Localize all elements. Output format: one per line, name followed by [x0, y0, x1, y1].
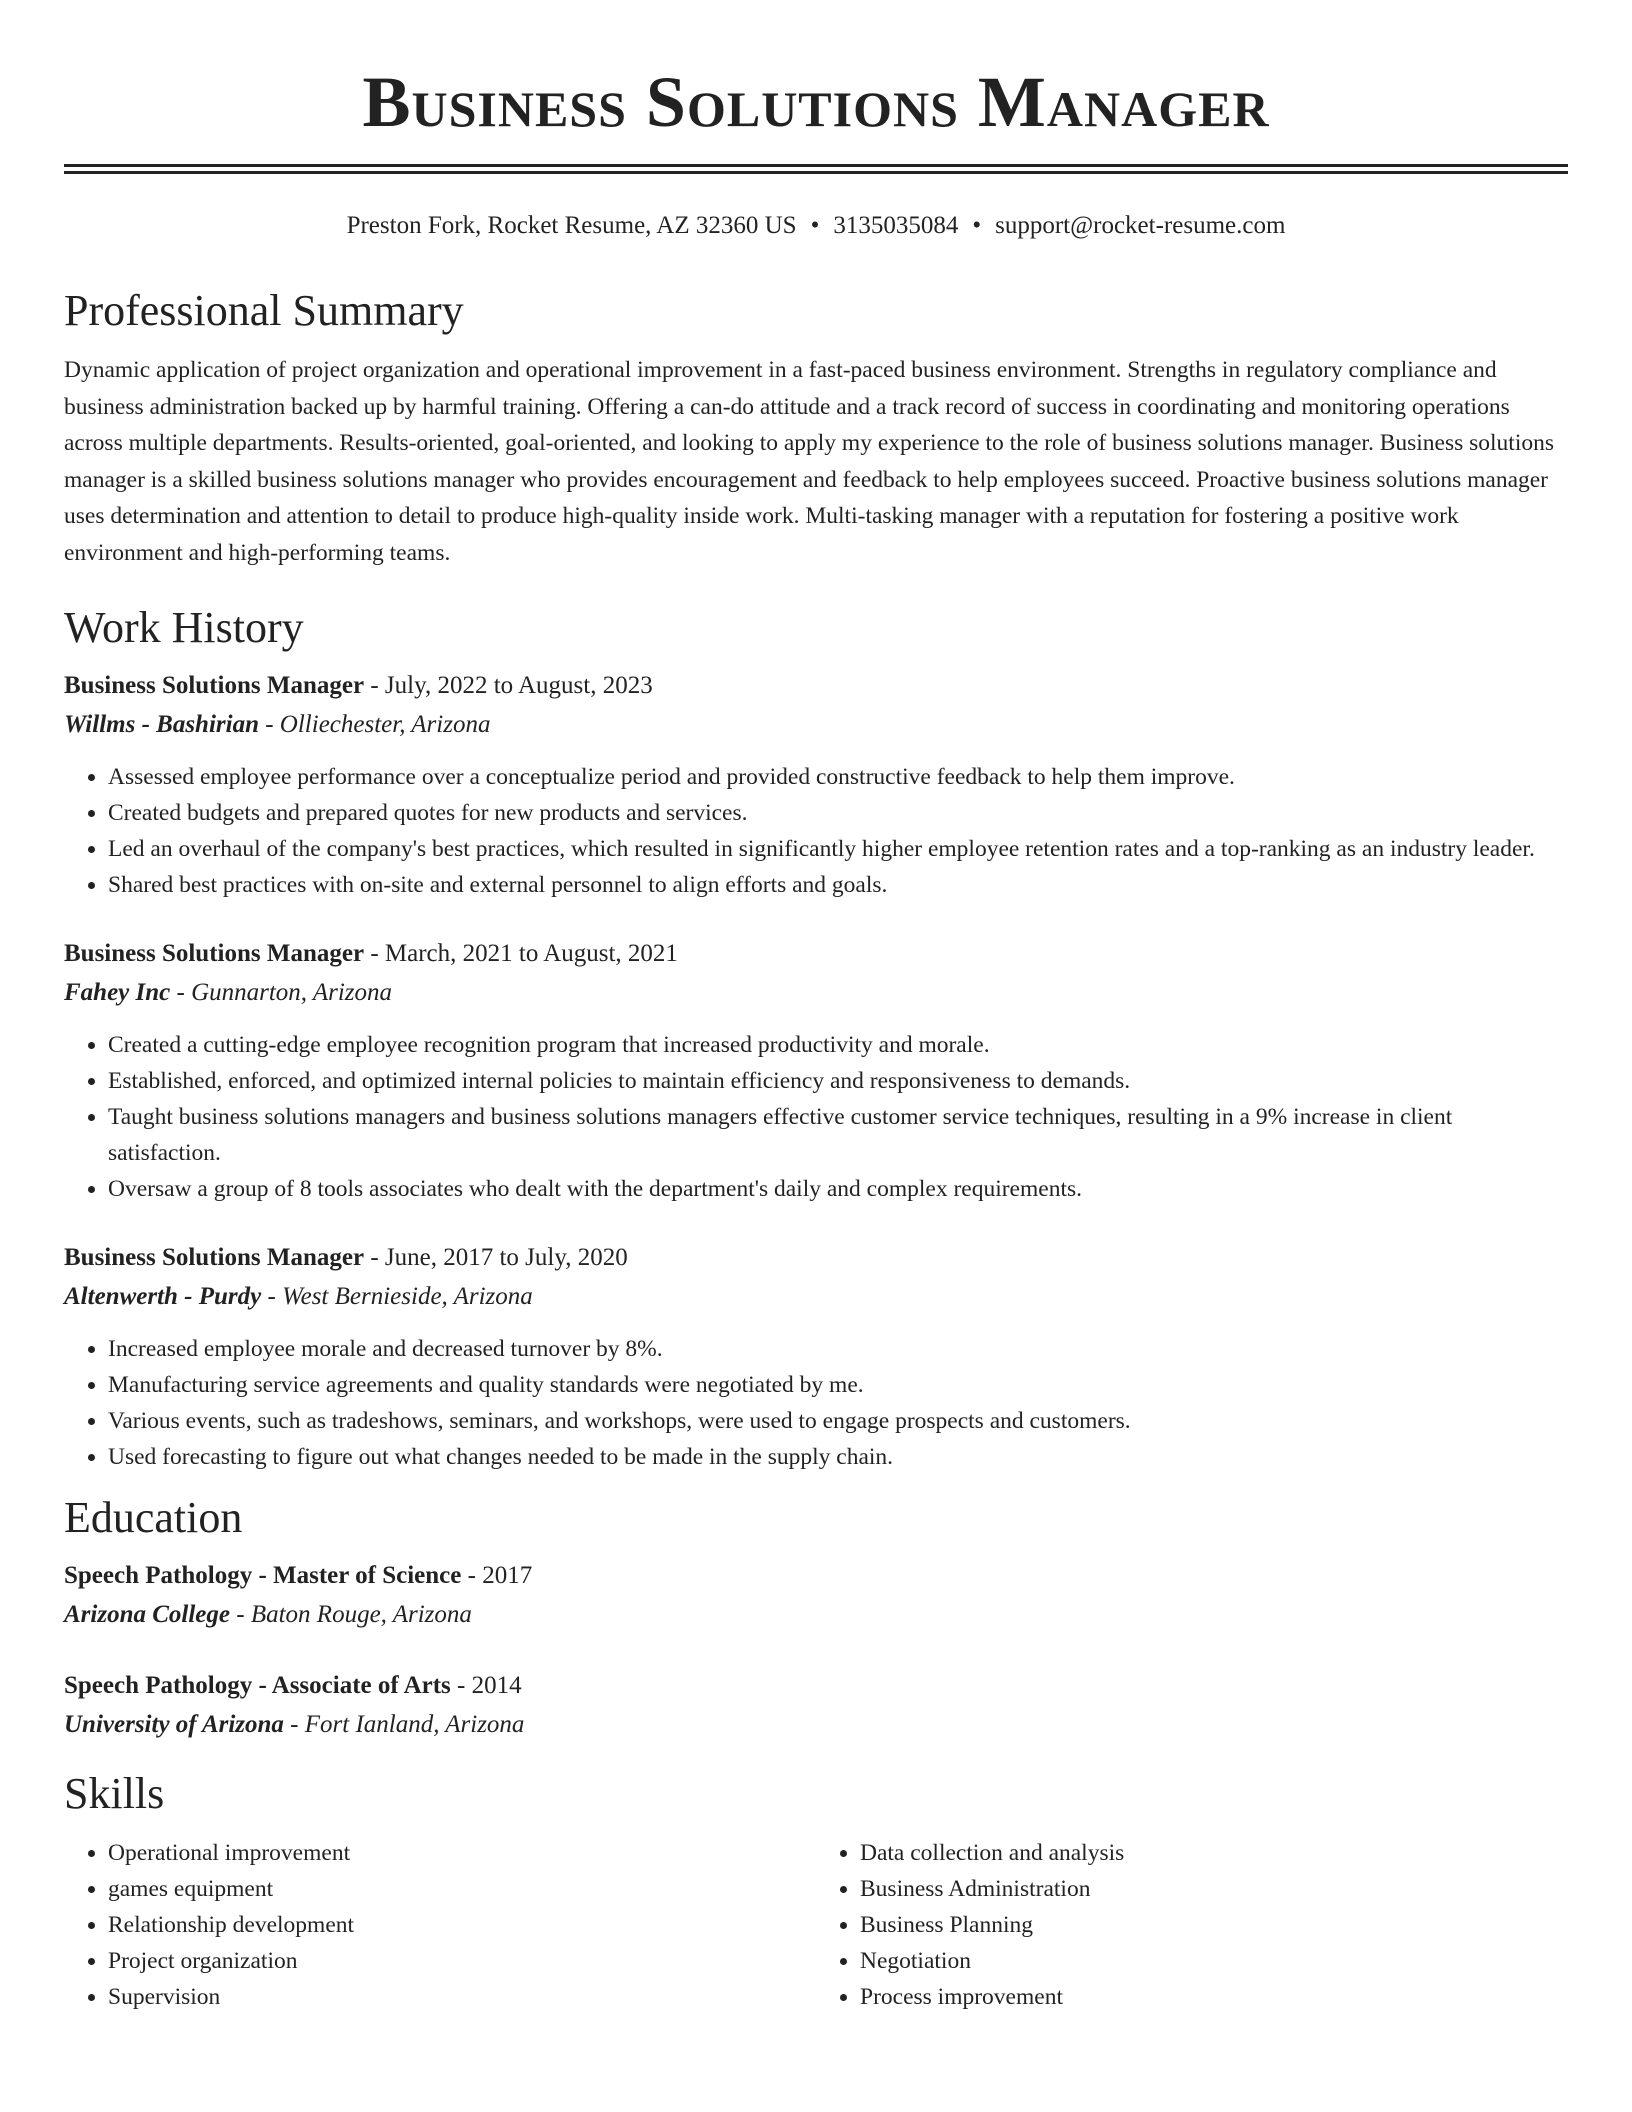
- job-location: - Olliechester, Arizona: [258, 711, 491, 738]
- education-heading-line: [64, 1557, 1568, 1595]
- education-school-line: [64, 1705, 1568, 1745]
- education-school-line: [64, 1595, 1568, 1635]
- education-school: University of Arizona: [64, 1711, 284, 1738]
- contact-phone: 3135035084: [833, 212, 959, 239]
- list-item: • Taught business solutions managers and business solutions managers effective customer service techniques, resulting in a 9% increase in client satisfaction.: [108, 1099, 1568, 1171]
- list-item: • Increased employee morale and decreased turnover by 8%.: [108, 1331, 1568, 1367]
- job-company: Altenwerth - Purdy: [64, 1283, 262, 1310]
- skills-column-left: [64, 1835, 816, 2015]
- job-role: Business Solutions Manager: [64, 672, 365, 699]
- job-location: - Gunnarton, Arizona: [170, 979, 393, 1006]
- list-item: • Supervision: [108, 1979, 816, 2015]
- job-bullets: [64, 759, 1568, 903]
- list-item: • Assessed employee performance over a conceptualize period and provided constructive feedback to help them improve.: [108, 759, 1568, 795]
- list-item: • Project organization: [108, 1943, 816, 1979]
- list-item: • Established, enforced, and optimized internal policies to maintain efficiency and responsiveness to demands.: [108, 1063, 1568, 1099]
- list-item: • Operational improvement: [108, 1835, 816, 1871]
- list-item: • Business Administration: [860, 1871, 1568, 1907]
- contact-separator: •: [810, 212, 820, 239]
- education-entry: [64, 1667, 1568, 1745]
- contact-email: support@rocket-resume.com: [995, 212, 1286, 239]
- skills-column-right: [816, 1835, 1568, 2015]
- list-item: • Process improvement: [860, 1979, 1568, 2015]
- job-employer: [64, 705, 1568, 745]
- job-dates: - July, 2022 to August, 2023: [364, 672, 653, 699]
- contact-separator: •: [972, 212, 982, 239]
- education-location: - Baton Rouge, Arizona: [230, 1601, 472, 1628]
- summary-heading: Professional Summary: [64, 286, 464, 335]
- education-school: Arizona College: [64, 1601, 230, 1628]
- job-company: Fahey Inc: [64, 979, 171, 1006]
- job-role: Business Solutions Manager: [64, 1244, 365, 1271]
- job-bullets: [64, 1331, 1568, 1475]
- job-heading: [64, 667, 1568, 705]
- education-location: - Fort Ianland, Arizona: [283, 1711, 525, 1738]
- work-history-heading: Work History: [64, 603, 304, 652]
- contact-address: Preston Fork, Rocket Resume, AZ 32360 US: [346, 212, 797, 239]
- list-item: • Business Planning: [860, 1907, 1568, 1943]
- summary-text: Dynamic application of project organization and operational improvement in a fast-paced business environment. Strengths in regulatory compliance and business administration backed up by harmful training. Offering a can-do attitude and a track record of success in coordinating and monitoring operations across multiple departments. Results-oriented, goal-oriented, and looking to apply my experience to the role of business solutions manager. Business solutions manager is a skilled business solutions manager who provides encouragement and feedback to help employees succeed. Proactive business solutions manager uses determination and attention to detail to produce high-quality inside work. Multi-tasking manager with a reputation for fostering a positive work environment and high-performing teams.: [64, 357, 1555, 566]
- list-item: • Various events, such as tradeshows, seminars, and workshops, were used to engage prospects and customers.: [108, 1403, 1568, 1439]
- list-item: • Relationship development: [108, 1907, 816, 1943]
- list-item: • games equipment: [108, 1871, 816, 1907]
- list-item: • Manufacturing service agreements and quality standards were negotiated by me.: [108, 1367, 1568, 1403]
- job-entry: [64, 1239, 1568, 1475]
- list-item: • Created a cutting-edge employee recognition program that increased productivity and morale.: [108, 1027, 1568, 1063]
- list-item: • Oversaw a group of 8 tools associates who dealt with the department's daily and complex requirements.: [108, 1171, 1568, 1207]
- skills-heading: Skills: [64, 1769, 165, 1818]
- job-bullets: [64, 1027, 1568, 1207]
- header-divider: [64, 164, 1568, 174]
- education-degree: Speech Pathology - Associate of Arts: [64, 1672, 451, 1699]
- job-company: Willms - Bashirian: [64, 711, 259, 738]
- job-entry: [64, 935, 1568, 1207]
- education-degree: Speech Pathology - Master of Science: [64, 1562, 462, 1589]
- job-heading: [64, 935, 1568, 973]
- education-heading: Education: [64, 1493, 243, 1542]
- job-employer: [64, 1277, 1568, 1317]
- job-employer: [64, 973, 1568, 1013]
- list-item: • Created budgets and prepared quotes for new products and services.: [108, 795, 1568, 831]
- job-location: - West Bernieside, Arizona: [261, 1283, 533, 1310]
- job-heading: [64, 1239, 1568, 1277]
- list-item: • Data collection and analysis: [860, 1835, 1568, 1871]
- contact-line: [64, 210, 1568, 242]
- skills-list: [64, 1835, 1568, 2015]
- education-entry: [64, 1557, 1568, 1635]
- education-heading-line: [64, 1667, 1568, 1705]
- job-role: Business Solutions Manager: [64, 940, 365, 967]
- job-dates: - March, 2021 to August, 2021: [364, 940, 678, 967]
- list-item: • Led an overhaul of the company's best practices, which resulted in significantly higher employee retention rates and a top-ranking as an industry leader.: [108, 831, 1568, 867]
- job-dates: - June, 2017 to July, 2020: [364, 1244, 628, 1271]
- list-item: • Negotiation: [860, 1943, 1568, 1979]
- list-item: • Used forecasting to figure out what changes needed to be made in the supply chain.: [108, 1439, 1568, 1475]
- resume-name: Business Solutions Manager: [362, 62, 1270, 142]
- education-year: - 2014: [450, 1672, 522, 1699]
- list-item: • Shared best practices with on-site and external personnel to align efforts and goals.: [108, 867, 1568, 903]
- job-entry: [64, 667, 1568, 903]
- education-year: - 2017: [461, 1562, 533, 1589]
